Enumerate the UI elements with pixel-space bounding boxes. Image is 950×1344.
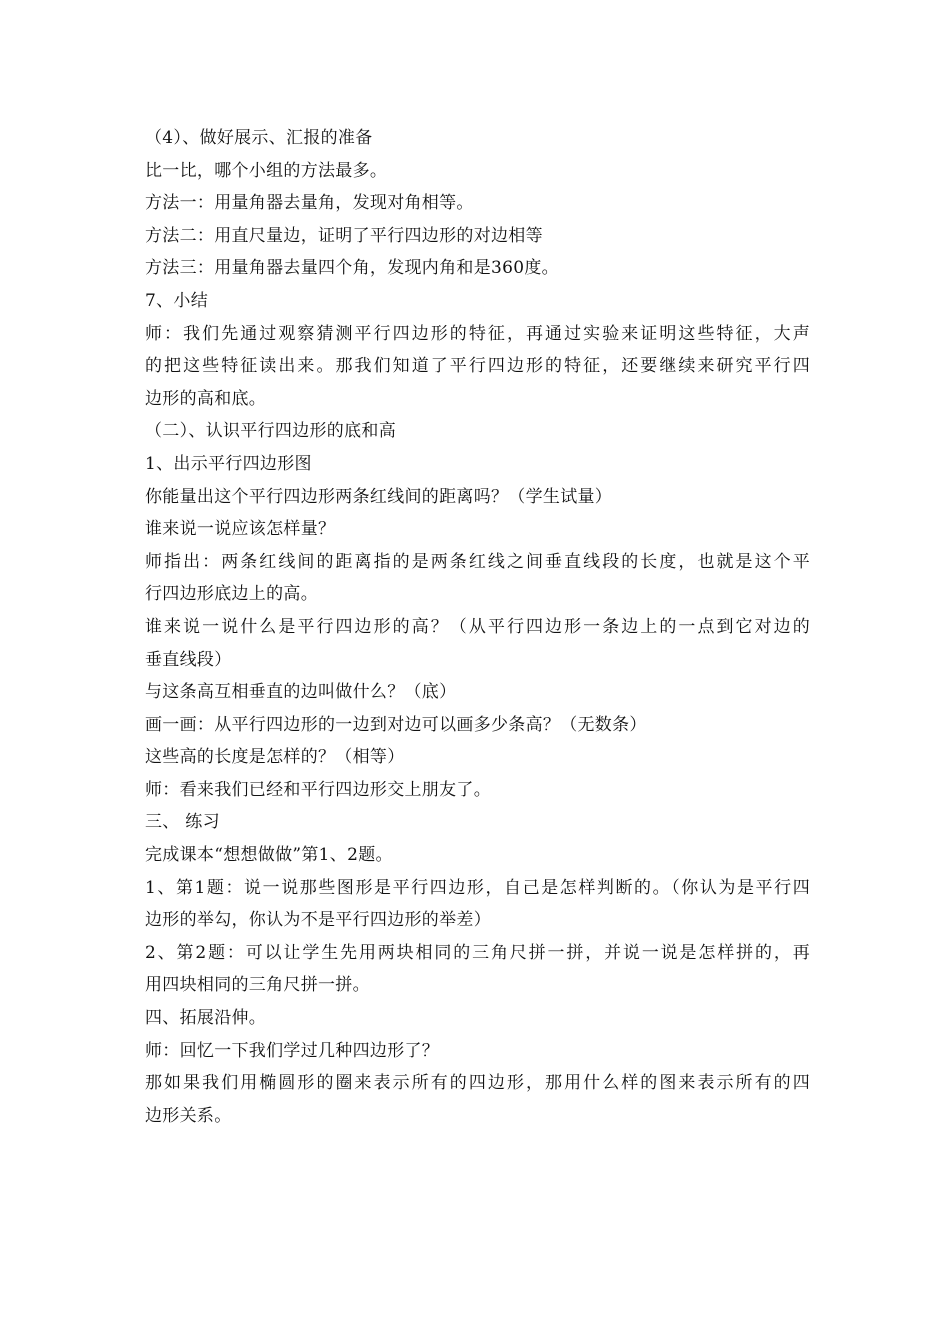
text-line: 行四边形底边上的高。: [145, 584, 318, 605]
text-line: 师：回忆一下我们学过几种四边形了？: [145, 1040, 440, 1061]
text-line: 完成课本“想想做做”第1、2题。: [145, 845, 393, 866]
text-line: 方法二：用直尺量边，证明了平行四边形的对边相等: [145, 225, 543, 246]
text-line: 比一比，哪个小组的方法最多。: [145, 160, 388, 181]
text-line: 画一画：从平行四边形的一边到对边可以画多少条高？（无数条）: [145, 714, 647, 735]
text-line: （4）、做好展示、汇报的准备: [145, 128, 373, 148]
text-line: 师：看来我们已经和平行四边形交上朋友了。: [145, 779, 491, 800]
text-line: 这些高的长度是怎样的？（相等）: [145, 747, 405, 768]
text-line: 谁来说一说应该怎样量？: [145, 519, 336, 540]
text-line: 边形的高和底。: [145, 388, 267, 409]
text-line: 1、第1题：说一说那些图形是平行四边形，自己是怎样判断的。（你认为是平行四: [145, 877, 810, 898]
text-line: 边形关系。: [145, 1105, 232, 1126]
text-line: 方法三：用量角器去量四个角，发现内角和是360度。: [145, 258, 559, 279]
text-line: 方法一：用量角器去量角，发现对角相等。: [145, 193, 474, 214]
section-heading: （二）、认识平行四边形的底和高: [145, 421, 396, 442]
document-body: [145, 122, 810, 1132]
text-line: 1、出示平行四边形图: [145, 453, 312, 474]
text-line: 那如果我们用椭圆形的圈来表示所有的四边形，那用什么样的图来表示所有的四: [145, 1073, 810, 1094]
text-line: 与这条高互相垂直的边叫做什么？（底）: [145, 682, 457, 703]
text-line: 用四块相同的三角尺拼一拼。: [145, 975, 370, 996]
section-heading: 四、拓展沿伸。: [145, 1008, 267, 1029]
text-line: 师指出：两条红线间的距离指的是两条红线之间垂直线段的长度，也就是这个平: [145, 551, 810, 572]
section-heading: 7、小结: [145, 290, 209, 311]
text-line: 的把这些特征读出来。那我们知道了平行四边形的特征，还要继续来研究平行四: [145, 356, 810, 377]
text-line: 谁来说一说什么是平行四边形的高？（从平行四边形一条边上的一点到它对边的: [145, 616, 810, 637]
text-line: 边形的举勾，你认为不是平行四边形的举差）: [145, 910, 491, 931]
text-line: 2、第2题：可以让学生先用两块相同的三角尺拼一拼，并说一说是怎样拼的，再: [145, 942, 810, 963]
text-line: 垂直线段）: [145, 649, 232, 670]
section-heading: 三、 练习: [145, 812, 220, 833]
text-line: 你能量出这个平行四边形两条红线间的距离吗？（学生试量）: [145, 486, 613, 507]
text-line: 师：我们先通过观察猜测平行四边形的特征，再通过实验来证明这些特征，大声: [145, 323, 810, 344]
